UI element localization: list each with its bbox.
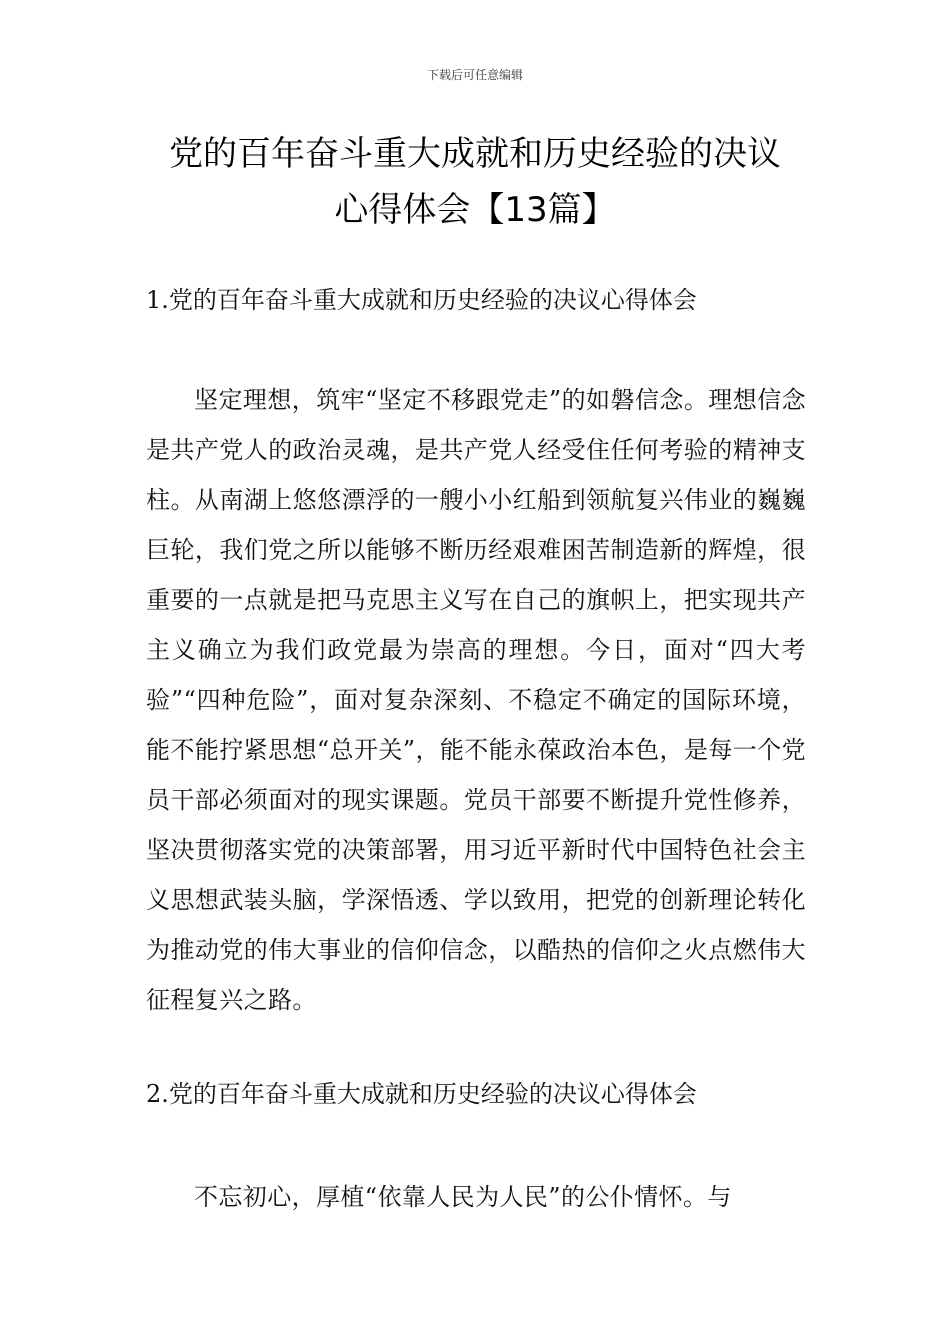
section-paragraph-1: 坚定理想，筑牢“坚定不移跟党走”的如磐信念。理想信念是共产党人的政治灵魂，是共产党人经受住任何考验的精神支柱。从南湖上悠悠漂浮的一艘小小红船到领航复兴伟业的巍巍巨轮，我们党之所以能够不断历经艰难困苦制造新的辉煌，很重要的一点就是把马克思主义写在自己的旗帜上，把实现共产主义确立为我们政党最为崇高的理想。今日，面对“四大考验”“四种危险”，面对复杂深刻、不稳定不确定的国际环境，能不能拧紧思想“总开关”，能不能永葆政治本色，是每一个党员干部必须面对的现实课题。党员干部要不断提升党性修养，坚决贯彻落实党的决策部署，用习近平新时代中国特色社会主义思想武装头脑，学深悟透、学以致用，把党的创新理论转化为推动党的伟大事业的信仰信念，以酷热的信仰之火点燃伟大征程复兴之路。	[146, 386, 806, 1014]
title-line-1: 党的百年奋斗重大成就和历史经验的决议	[169, 134, 781, 174]
header-note: 下载后可任意编辑	[426, 68, 523, 82]
section-paragraph-2: 不忘初心，厚植“依靠人民为人民”的公仆情怀。与	[194, 1183, 732, 1211]
document-title	[110, 126, 840, 238]
title-line-2: 心得体会【13篇】	[334, 190, 616, 230]
section-heading-1: 1.党的百年奋斗重大成就和历史经验的决议心得体会	[146, 286, 697, 314]
section-heading-2: 2.党的百年奋斗重大成就和历史经验的决议心得体会	[146, 1080, 697, 1108]
